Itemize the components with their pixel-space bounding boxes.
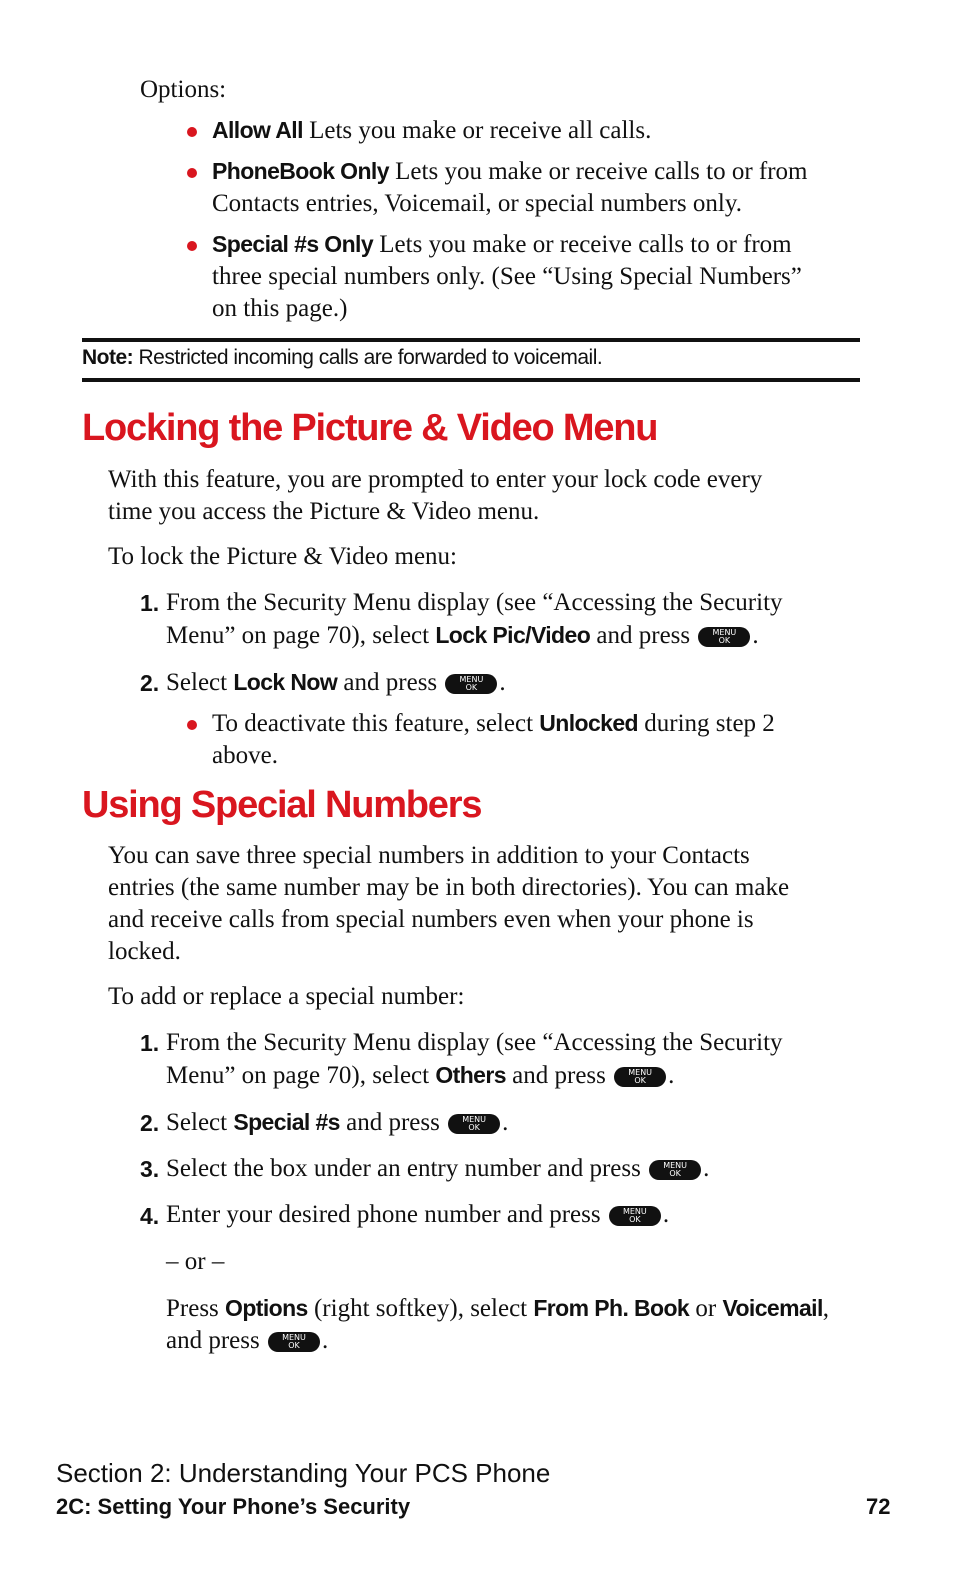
step-text: Enter your desired phone number and press MENU OK . <box>166 1201 670 1228</box>
option-label: Special #s Only <box>212 231 374 257</box>
option-special-only <box>212 228 802 325</box>
menu-item-name: Unlocked <box>539 710 638 736</box>
note-label: Note: <box>82 346 134 369</box>
note <box>82 343 602 373</box>
menu-ok-key-icon: MENU OK <box>609 1206 661 1226</box>
option-text: on this page.) <box>212 295 348 322</box>
text-line: locked. <box>108 938 181 965</box>
bullet-icon <box>187 720 197 730</box>
options-intro: Options: <box>140 76 227 103</box>
option-text: Lets you make or receive calls to or from <box>379 231 792 258</box>
paragraph <box>108 840 789 968</box>
menu-ok-key-icon: MENU OK <box>614 1067 666 1087</box>
step-number: 1. <box>140 590 160 616</box>
text-line: and press <box>596 622 691 649</box>
menu-item-name: Others <box>435 1062 506 1088</box>
menu-ok-key-icon: MENU OK <box>448 1114 500 1134</box>
menu-item-name: From Ph. Book <box>533 1295 690 1321</box>
or-separator: – or – <box>166 1248 225 1275</box>
menu-item-name: Lock Now <box>233 669 338 695</box>
note-text: Restricted incoming calls are forwarded to voicemail. <box>138 346 603 369</box>
step-number: 2. <box>140 1110 160 1136</box>
text-line: You can save three special numbers in addition to your Contacts <box>108 842 750 869</box>
step-text: From the Security Menu display (see “Accessing the Security Menu” on page 70), select Others and press MENU OK . <box>166 1029 783 1089</box>
section-heading: Using Special Numbers <box>82 784 482 826</box>
menu-item-name: Voicemail <box>722 1295 823 1321</box>
step-number: 3. <box>140 1156 160 1182</box>
step-number: 1. <box>140 1030 160 1056</box>
text-line: With this feature, you are prompted to enter your lock code every <box>108 466 763 493</box>
option-phonebook-only <box>212 155 808 220</box>
steps-intro: To lock the Picture & Video menu: <box>108 543 457 570</box>
steps-intro: To add or replace a special number: <box>108 983 465 1010</box>
step-text: Select Special #s and press MENU OK . <box>166 1109 509 1136</box>
step-number: 4. <box>140 1203 160 1229</box>
step-text: From the Security Menu display (see “Accessing the Security Menu” on page 70), select Lock Pic/Video and press MENU OK . <box>166 589 783 649</box>
paragraph <box>108 464 762 528</box>
menu-ok-key-icon: MENU OK <box>445 674 497 694</box>
option-text: three special numbers only. (See “Using Special Numbers” <box>212 263 802 290</box>
step-number: 2. <box>140 670 160 696</box>
divider <box>82 378 860 382</box>
text-line: Menu” on page 70), select <box>166 622 430 649</box>
text-line: and receive calls from special numbers even when your phone is <box>108 906 754 933</box>
menu-ok-key-icon: MENU OK <box>698 627 750 647</box>
option-allow-all <box>212 114 651 147</box>
step-text: Select Lock Now and press MENU OK . <box>166 669 506 696</box>
section-heading: Locking the Picture & Video Menu <box>82 407 658 449</box>
footer-section: Section 2: Understanding Your PCS Phone <box>56 1458 551 1488</box>
option-text: Contacts entries, Voicemail, or special numbers only. <box>212 190 742 217</box>
menu-item-name: Lock Pic/Video <box>435 622 591 648</box>
menu-ok-key-icon: MENU OK <box>268 1332 320 1352</box>
footer-chapter: 2C: Setting Your Phone’s Security <box>56 1494 411 1519</box>
page-number: 72 <box>866 1494 891 1519</box>
option-label: Allow All <box>212 117 303 143</box>
alt-step-text: Press Options (right softkey), select From Ph. Book or Voicemail, and press MENU OK . <box>166 1295 829 1354</box>
menu-item-name: Options <box>225 1295 308 1321</box>
sub-bullet-text: To deactivate this feature, select Unlocked during step 2 above. <box>212 710 775 769</box>
divider <box>82 338 860 342</box>
bullet-icon <box>187 241 197 251</box>
menu-item-name: Special #s <box>233 1109 340 1135</box>
bullet-icon <box>187 127 197 137</box>
step-text: Select the box under an entry number and press MENU OK . <box>166 1155 710 1182</box>
text-line: From the Security Menu display (see “Accessing the Security <box>166 589 783 616</box>
option-text: Lets you make or receive calls to or from <box>395 158 808 185</box>
option-text: Lets you make or receive all calls. <box>309 117 652 144</box>
option-label: PhoneBook Only <box>212 158 389 184</box>
menu-ok-key-icon: MENU OK <box>649 1160 701 1180</box>
text-line: time you access the Picture & Video menu. <box>108 498 540 525</box>
bullet-icon <box>187 168 197 178</box>
text-line: entries (the same number may be in both directories). You can make <box>108 874 790 901</box>
